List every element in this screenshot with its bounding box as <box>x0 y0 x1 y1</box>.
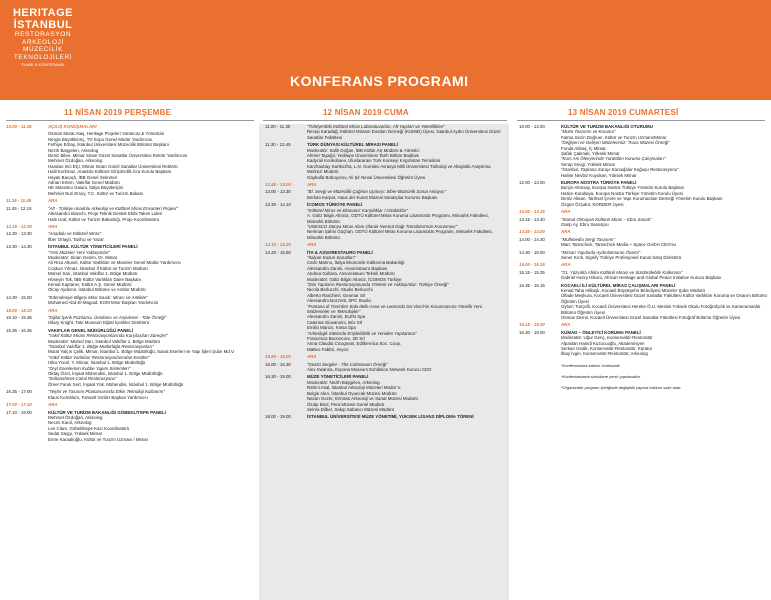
session-line: "Kültürel Miras ve Ekonomi: Karşıtlıklar / Ortaklıklar" <box>307 207 408 213</box>
session-line: Karzhaubay Sartkozha, L.N. Gumilev Avrasya Milli Üniversitesi Türkoloji ve Altayistik Araştırma Merkezi Müdürü <box>307 163 491 175</box>
session-line: Hüseyin Tok, İBB Kültür Varlıkları Daire Başkanı <box>48 276 142 282</box>
session-line: AÇILIŞ KONUŞMALARI <box>48 124 97 129</box>
session-time: 15.35 - 16.15 <box>519 282 545 288</box>
session-line: Marc Tamschick, Tamschick Media + Space GmbH CEO'su <box>561 242 676 248</box>
session-time: 15.35 - 16.35 <box>6 327 32 333</box>
session-line: Selma Dilber, Sakıp Sabancı Müzesi Müdürü <box>307 406 395 412</box>
session-line: Özalp Birol, Pera Müzesi Genel Müdürü <box>307 401 385 407</box>
session-details <box>307 374 509 412</box>
session-line: İlber Ortaylı, Tarihçi ve Yazar <box>48 236 104 242</box>
session-details <box>48 315 256 326</box>
session-line: "Dijital İçerik Pazılama, Ürediamı ve Arşivleme - Tate Örneği" <box>48 315 167 320</box>
schedule-row <box>259 414 509 419</box>
session-line: ARA <box>307 182 317 188</box>
session-details <box>307 362 509 373</box>
schedule-row <box>0 328 256 387</box>
session-line: Nicola Berlucchi, Studio Berlucchi <box>307 287 373 293</box>
session-line: KÜLTÜR VE TURİZM BAKANLIĞI OTURUMU <box>561 124 653 129</box>
session-line: "Vakıf Kültür Mirası Restorasyonlarında Karşılaşılan Süreçler" <box>48 333 168 339</box>
session-line: "Dini Yapıların Restorasyonunda Yöntem ve Yaklaşımlar: Türkiye Örneği" <box>307 281 449 287</box>
session-line: Alessandro Zanini, Assorestauro Başkanı <box>307 265 388 271</box>
session-details <box>307 250 509 353</box>
session-line: ARA <box>48 223 58 229</box>
session-line: Osman Murat Ataş, Heritage Projeleri Yaratıcısı & Yöneticisi <box>48 131 165 137</box>
session-line: ARA <box>48 307 58 313</box>
schedule-row <box>513 180 771 207</box>
session-line: Anna Claudia Cicognani, Edilbernica Soc. Coop. <box>307 341 402 347</box>
session-line: Mehmet Nuri Ersoy, T.C. Kültür ve Turizm Bakanı <box>48 190 144 196</box>
session-details <box>307 242 509 247</box>
schedule-row <box>259 142 509 180</box>
session-line: Recep Karadağ, Kültürel Mirasın Dostları Derneği (KUMID) Üyesi, İstanbul Aydın Üniversitesi Güzel Sanatlar Fakültesi <box>307 129 501 140</box>
session-line: KOCAELİ İLİ KÜLTÜREL MİRAS ÇALIŞMALARI PANELİ <box>561 282 676 288</box>
schedule-row <box>259 250 509 353</box>
session-line: Francesca Buonocore, 3D Srl <box>307 336 365 342</box>
schedule-row <box>259 242 509 247</box>
schedule-row <box>259 202 509 240</box>
schedule-row <box>259 182 509 187</box>
session-line: Adnan Ertem, Vakıflar Genel Müdürü <box>48 180 120 186</box>
session-line: Hilary Knight, Tate Museum Dijital İçerikler Direktörü <box>48 320 150 326</box>
session-time: 18.00 - 19.00 <box>265 414 291 420</box>
session-line: "Müze Tasarımı ve Koruma" <box>561 129 616 135</box>
session-line: Alessandro Zanini, ELEN Spa <box>307 314 366 320</box>
session-details <box>48 295 256 306</box>
session-line: "Arkeolojik Sitelerde Erişilebilirlik ve Yeniden Yapılanma" <box>307 330 417 336</box>
session-line: MÜZE YÖNETİCİLERİ PANELİ <box>307 374 369 380</box>
session-time: 16.00 - 16.30 <box>265 361 291 367</box>
session-line: Ahmet Taşağıl, Yeditepe Üniversitesi Tarih Bölüm Başkanı <box>307 153 420 159</box>
session-details <box>561 322 771 327</box>
session-time: 12.00 - 13.00 <box>519 180 545 186</box>
session-line: Serkan Gedik, Konservatör-Restoratör, Kürator <box>561 346 653 352</box>
session-line: Alessandro Bozzetti, SPC Studio <box>307 298 371 304</box>
schedule-row <box>259 124 509 140</box>
session-time: 12.30 - 13.30 <box>6 231 32 237</box>
session-line: Ömer Faruk Sert, İnşaat Yük. Mühendisi, İstanbul 1. Bölge Müdürlüğü <box>48 381 184 387</box>
session-line: Sener Kırık, Signify Türkiye Profesyonel Kanal Satış Direktörü <box>561 254 682 260</box>
session-time: 13.30 - 14.30 <box>6 244 32 250</box>
session-line: Sedat Saygı, Yüksek Mimar <box>48 431 103 437</box>
session-details <box>561 209 771 214</box>
divider-2 <box>263 120 507 121</box>
session-line: Neriman Şahin Güçhan, ODTÜ Kültürel Miras Koruma Lisansüstü Programı, Mimarlık Fakültesi, Mimarlık Bölümü <box>307 229 493 240</box>
session-details <box>307 202 509 240</box>
session-line: ARA <box>48 198 58 204</box>
session-time: 17.00 - 17.10 <box>6 402 32 408</box>
session-line: "İtalyan Kuzun Sanatları" <box>307 254 356 260</box>
session-line: Hayati Bacaçlı, İBB Genel Sekreteri <box>48 174 118 180</box>
session-time: 16.30 - 18.00 <box>519 329 545 335</box>
session-details <box>307 182 509 187</box>
session-line: "Teşhir ve Tasarım Planlamasında Etkin Teknoloji Kullanımı" <box>48 389 165 395</box>
logo-line-5: MÜZECİLİK <box>22 46 64 53</box>
session-line: Matteo Fabbri, Ireyco <box>307 346 349 352</box>
schedule-row <box>0 124 256 129</box>
session-line: Olcay Aydemir, İstanbul Bölüme ve Anıtlar Müdürü <box>48 287 146 293</box>
session-details <box>48 198 256 203</box>
session-line: Handan İnci Elçi, Mimar Sinan Güzel Sanatlar Üniversitesi Rektörü <box>48 163 178 169</box>
session-details <box>561 217 771 228</box>
session-line: Mürsel Sarı, İstanbul Vakıflar 1. Bölge Müdürü <box>48 271 138 277</box>
session-time: 14.00 - 14.30 <box>519 236 545 242</box>
session-time: 15.00 - 15.15 <box>519 262 545 268</box>
session-line: "Mimari Yapılarda Aydınlatmanın Önemi" <box>561 249 641 255</box>
session-line: Oylum Tunçelli, Kocaeli Üniversitesi Hereke Ö.U. Meslek Yüksek Okulu Fotoğrafçılık ve Kameramanlık Bölümü Öğretim Üyesi <box>561 304 761 315</box>
session-time: 16.30 - 18.00 <box>265 374 291 380</box>
footnote: *Konferanslarda simultane çeviri yapılacaktır. <box>561 373 641 379</box>
session-details <box>48 410 256 442</box>
session-details <box>561 330 771 357</box>
session-details <box>307 189 509 200</box>
header-banner <box>0 0 771 100</box>
session-time: 13.40 - 14.00 <box>519 229 545 235</box>
session-line: "İstanbul Vakıflar 1. Bölge Müdürlüğü Restorasyonları" <box>48 344 154 350</box>
session-line: Emilio Manzo, Kimia Spa <box>307 325 356 331</box>
session-line: Haline Nevbiz Koyukan, Yüksek Mimar <box>561 172 637 178</box>
session-details <box>561 180 771 207</box>
session-time: 10.00 - 11.35 <box>6 124 32 129</box>
session-details <box>561 237 771 248</box>
schedule-row <box>0 315 256 326</box>
session-line: "Somut Olmayan Kültürel Miras – Ebru Sanatı" <box>561 216 652 222</box>
session-line: Moderatör: Uğur Genç, Konservatör-Restoratör <box>561 335 653 341</box>
session-line: Necmi Karul, Arkeolog <box>48 420 92 426</box>
session-line: "Türkiye'deki Kültürel Miras Laboratuvarları, Alt Yapıları ve Yeterlilikleri" <box>307 124 445 129</box>
divider-1 <box>6 120 254 121</box>
session-time: 11.35 - 11.45 <box>6 198 32 204</box>
session-line: Hale Ural, Kültür ve Turizm Bakanlığı, Proje Koordinatörü <box>48 216 160 222</box>
schedule-row <box>0 198 256 203</box>
session-details <box>48 244 256 293</box>
session-line: Alex Swanna, Expona Museum Exhibition Network Kurucu CEO <box>307 367 432 373</box>
session-line: Carlo Marino, İtalya Ekonomik Kalkınma Bakanlığı <box>307 260 405 266</box>
session-details <box>561 262 771 267</box>
session-line: ARA <box>307 354 317 360</box>
session-details <box>48 308 256 313</box>
session-line: "Edendeniye Bilgeşi Misır Saadı: Mirası ve Antikite" <box>48 294 148 300</box>
schedule-row <box>513 283 771 321</box>
session-details <box>561 270 771 281</box>
session-line: "Sultanahmet Camii Restorasyonu" <box>48 376 117 382</box>
session-details <box>48 224 256 229</box>
session-line: "Bİ. Sevgi ve Müzecilik Çağının Uyanışı: Siber-Biotronik Sanat Anlayışı" <box>307 189 447 195</box>
logo-line-4: ARKEOLOJİ <box>22 38 64 46</box>
session-line: Mohamed Abd El-Maguid, KOM Mısır Başkan Yardımcısı <box>48 300 159 306</box>
session-details <box>48 402 256 407</box>
session-line: İTA & ASSORESTAURO PANELİ <box>307 249 373 255</box>
session-line: Mehmet Özdoğan, Arkeolog <box>48 158 103 164</box>
session-time: 12.45 - 13.00 <box>265 182 291 188</box>
schedule-row <box>0 131 256 196</box>
session-line: Oktay Özel, İnşaat Mühendisi, İstanbul 1. Bölge Müdürlüğü <box>48 371 163 377</box>
session-time: 14.20 - 15.50 <box>265 249 291 255</box>
session-line: "21. Yüzyılda Afrika Kültürel Mirası ve Sürdürülebilir Kalkınma" <box>561 269 683 275</box>
schedule-row <box>0 308 256 313</box>
session-time: 11.30 - 12.45 <box>265 142 291 148</box>
session-line: TÜRK DÜNYASI KÜLTÜREL MİRASI PANELİ <box>307 142 398 148</box>
session-line: Moderatör: Sinan Genim, Dr. Mimar <box>48 254 118 260</box>
session-time: 14.30 - 15.00 <box>519 249 545 255</box>
session-line: "Anadolu ve Kültürel Miras" <box>48 231 102 237</box>
session-details <box>307 124 509 140</box>
session-time: 13.00 - 13.30 <box>265 189 291 195</box>
session-line: İlkay İvgin, Konservatör-Restoratör, Arkeolog <box>561 351 648 357</box>
session-line: "Zeyl Esenlerinin Kubbe Yapım Sistemleri" <box>48 365 131 371</box>
schedule-row <box>0 402 256 407</box>
session-details <box>561 250 771 261</box>
session-line: KÜMAD – ÖNLEYİCİ KORUMA PANELİ <box>561 329 641 335</box>
session-line: "Vakıf Kültür Varlıkları Restorasyonlarından Kesitler" <box>48 354 150 360</box>
session-line: Rahmi Asal, İstanbul Arkeoloji Müzeleri Müdür V. <box>307 385 402 391</box>
schedule-row <box>0 389 256 400</box>
schedule-row <box>0 410 256 442</box>
schedule-row <box>513 330 771 357</box>
schedule-day-1 <box>0 124 256 600</box>
schedule-row <box>259 189 509 200</box>
session-line: "Değişen ve Gelişen Müzelerimiz: Truva Müzesi Örneği" <box>561 140 670 146</box>
schedule-row <box>513 322 771 327</box>
day-header-3: 13 NİSAN 2019 CUMARTESİ <box>568 108 679 117</box>
session-line: Deniz Akkan, Tarihsel Çevre ve Yapı Korumacıları Derneği Yönetim Kurulu Başkanı <box>561 196 723 202</box>
session-time: 15.15 - 15.35 <box>519 269 545 275</box>
session-line: Fatma Sezin Doğruer, Kültür ve Turizm Uzmanı/Mimar <box>561 134 667 140</box>
schedule-row <box>513 237 771 248</box>
session-line: Şafak Çakmak, Yüksek Mimar <box>561 151 620 157</box>
session-line: Ülfade Meşkura, Kocaeli Üniversitesi Güzel Sanatlar Fakültesi Kültür Varlıkları Koruma ve Onarım Bölümü Öğretim Üyesi <box>561 293 767 304</box>
schedule-row <box>0 231 256 242</box>
session-details <box>48 206 256 222</box>
session-line: Serap Sevgi, Yüksek Mimar <box>561 161 616 167</box>
session-line: Kadyrali Konkobaev, Uluslararası Türk Konseyi Kırgızistan Temsilcisi <box>307 158 441 164</box>
page-title: KONFERANS PROGRAMI <box>290 73 469 89</box>
logo-line-3: RESTORASYON <box>14 31 72 38</box>
session-line: HE Massimo Gaiani, İtalya Büyükelçisi <box>48 185 123 191</box>
session-details <box>307 414 509 419</box>
session-details <box>561 124 771 178</box>
session-line: Moderatör: Güliz Bilgin Altınöz, İCOMOS Türkiye <box>307 276 402 282</box>
schedule-row <box>0 244 256 293</box>
logo-line-7: FUARI & KONFERANSI <box>21 62 65 67</box>
schedule-row <box>513 209 771 214</box>
session-line: ARA <box>48 402 58 408</box>
heritage-istanbul-logo <box>6 8 80 67</box>
schedule-day-3 <box>513 124 771 600</box>
schedule-row <box>513 270 771 281</box>
session-line: Osman Demir, Kocaeli Üniversitesi Güzel Sanatlar Fakültesi Fotoğraf Bölümü Öğretim Üyesi <box>561 315 741 320</box>
session-line: Kemal Kaptaner, Kültür A.Ş. Genel Müdürü <box>48 281 132 287</box>
session-details <box>307 142 509 180</box>
session-line: Andrea Goltara, Assorestauro Teknik Müdürü <box>307 271 395 277</box>
schedule-row <box>513 262 771 267</box>
session-line: KÜLTÜR VE TURİZM BAKANLIĞI GÖBEKLİTEPE PANELİ <box>48 409 166 415</box>
day-header-1: 11 NİSAN 2019 PERŞEMBE <box>64 108 172 117</box>
session-time: 11.00 - 11.30 <box>265 124 291 129</box>
session-line: Nazan Gezer, Erimtan Arkeoloji ve Sanat Müzesi Müdürü <box>307 396 418 402</box>
session-time: 17.10 - 19.00 <box>6 409 32 415</box>
session-time: 14.10 - 14.20 <box>265 242 291 248</box>
session-time: 12.15 - 12.30 <box>6 223 32 229</box>
session-line: Gabriel Henry Hikoro, African Heritage and Global Peace Initiative Kurucu Başkanı <box>561 275 722 281</box>
session-line: ARA <box>561 262 571 268</box>
session-line: "İstanbul, Taşkasa Sarayı Kanadjalar Koğuşu Restorasyonu" <box>561 167 679 173</box>
session-details <box>561 283 771 321</box>
session-time: 14.30 - 15.00 <box>6 294 32 300</box>
session-line: Özgün Özçakır, KORDER Üyesi <box>561 201 624 207</box>
session-line: Coşkun Yılmaz, İstanbul İl Kültür ve Turizm Müdürü <box>48 265 148 271</box>
session-line: Alberto Raschieri, Geomar Srl <box>307 292 366 298</box>
session-line: Garip Ay, Ebru Sanatçısı <box>561 221 609 227</box>
session-line: Utku Yücel, Y. Mimar, İstanbul 1. Bölge Müdürlüğü <box>48 360 146 366</box>
session-line: ARA <box>561 322 571 328</box>
session-line: Burçin Altınsay, Europa Nostra Türkiye Yönetim Kurulu Başkanı <box>561 185 685 191</box>
session-line: Ali Rıza Altunel, Kültür Varlıkları ve Müzeler Genel Müdür Yardımcısı <box>48 260 181 266</box>
session-line: "Gezici Sergiler - The Colosseum Örneği" <box>307 361 388 367</box>
session-line: İSTANBUL KÜLTÜR YÖNETİCİLERİ PANELİ <box>48 244 138 250</box>
schedule-row <box>513 229 771 234</box>
session-line: Moderatör: Mürsel Sarı, İstanbul Vakıflar 1. Bölge Müdürü <box>48 338 160 344</box>
divider-3 <box>517 120 765 121</box>
session-line: Moderatör: Nezih Başgelen, Arkeolog <box>307 379 380 385</box>
session-line: Berkan Karpat, Haus der Kunst Müzesi Sanatçılar Kurumu Başkanı <box>307 194 438 200</box>
session-line: İSTANBUL ÜNİVERSİTESİ MÜZE YÖNETİMİ, YÜKSEK LİSANS DİPLOMA TÖRENİ <box>307 414 474 420</box>
session-details <box>48 231 256 242</box>
schedule-row <box>0 295 256 306</box>
session-line: "Alt - Türkiye Anadolu Arkeoloji ve Kültürel Miras Envanteri Projesi" <box>48 205 178 211</box>
footnote: *Konferanslara katılım ücretsizdir. <box>561 362 621 368</box>
session-time: 13.15 - 13.40 <box>519 216 545 222</box>
session-line: Emre Karaalioğlu, Kültür ve Turizm Uzmanı / Mimar <box>48 436 149 442</box>
session-time: 11.45 - 12.15 <box>6 205 32 211</box>
session-time: 13.00 - 13.15 <box>519 209 545 215</box>
session-line: Hatice Karakaya, Europa Nostra Türkiye Yönetim Kurulu Üyesi <box>561 190 683 196</box>
session-line: Gaybulla Boboyorov, Ali Şir Nevai Üniversitesi Öğretim Üyesi <box>307 174 426 180</box>
session-details <box>48 124 256 129</box>
session-time: 16.15 - 16.30 <box>519 322 545 328</box>
session-details <box>48 131 256 196</box>
session-time: 13.30 - 14.10 <box>265 202 291 208</box>
session-line: Alpaslan Hamdi Kuzucuoğlu, Akademisyen <box>561 340 645 346</box>
session-line: Mehmet Özdoğan, Arkeolog <box>48 414 103 420</box>
session-time: 15.50 - 16.00 <box>265 354 291 360</box>
schedule-row <box>0 206 256 222</box>
session-line: ARA <box>561 229 571 235</box>
session-line: Fethiye Erbay, İstanbul Üniversitesi Müzecilik Bölümü Başkanı <box>48 142 169 148</box>
session-details <box>561 229 771 234</box>
session-line: Fonda Akbaş, İç Mimar <box>561 145 606 151</box>
session-time: 15.00 - 15.10 <box>6 307 32 313</box>
logo-line-1: HERITAGE <box>12 7 74 19</box>
session-line: Nezih Başgelen, Arkeolog <box>48 147 99 153</box>
session-line: Murat Yalçın Çelik, Mimar, İstanbul 1. Bölge Müdürlüğü, Sanat Eserleri ve Yapı İşleri Şube Md.V. <box>48 349 235 355</box>
schedule-row <box>259 362 509 373</box>
session-line: Klaus Kornblum, Tonwelt GmbH Başkan Yardımcısı <box>48 394 148 400</box>
logo-line-2: İSTANBUL <box>13 19 73 31</box>
session-details <box>48 328 256 387</box>
schedule-row <box>513 217 771 228</box>
session-time: 10.00 - 12.00 <box>519 124 545 129</box>
session-line: "UNESCO Dünya Miras Alanı Olarak Nemrut Dağı Tümülüsü'nün Korunması" <box>307 223 458 229</box>
session-line: Deniz Bilen, Mimar Sinan Güzel Sanatlar Üniversitesi Rektör Yardımcısı <box>48 153 188 159</box>
session-line: Belgin Akın, İstanbul Oyuncak Müzesi Müdürü <box>307 390 397 396</box>
session-line: "Yeni Müzeler Yeni Yaklaşımlar" <box>48 249 110 255</box>
session-line: Caterina Giovannini, Brix Srl <box>307 319 363 325</box>
session-line: Kemal Taha Hilitaşlı, Kocaeli Büyükşehir Belediyesi Müzeler Şube Müdürü <box>561 287 705 293</box>
session-line: "Multimedia Sergi Tasarımı" <box>561 236 615 242</box>
schedule-row <box>513 124 771 178</box>
session-details <box>307 354 509 359</box>
session-line: ARA <box>307 242 317 248</box>
session-time: 15.10 - 15.35 <box>6 315 32 320</box>
day-header-2: 12 NİSAN 2019 CUMA <box>323 108 409 117</box>
session-line: Halil Korkmaz, Anadolu Kültürel Girişimcilik İcra Kurulu Başkanı <box>48 169 172 175</box>
session-line: "Kurs Ani Ölenyerinde Yürütülen Koruma Çalışmaları" <box>561 156 666 162</box>
session-time <box>0 131 48 196</box>
session-line: A. Güliz Bilgin Altınöz, ODTÜ Kültürel Miras Koruma Lisansüstü Programı, Mimarlık Fakültesi, Mimarlık Bölümü <box>307 213 489 224</box>
schedule-day-2 <box>259 124 509 600</box>
session-details <box>48 389 256 400</box>
session-line: Alessandro Bianchi, Proje Teknik Destek Ekibi Takım Lideri <box>48 211 163 217</box>
session-line: VAKIFLAR GENEL MÜDÜRLÜĞÜ PANELİ <box>48 327 134 333</box>
session-line: ARA <box>561 209 571 215</box>
session-line: Lee Clare, Göbeklitepe Kazı Koordinatörü <box>48 425 130 431</box>
session-line: Moderatör: Salih Doğan, İBB Kültür AŞ Müdürü & Yönetici <box>307 147 420 153</box>
session-line: "Fontana di Trevi'den Sala delle Asse ve Leonardo Da Vinci'nin Korunmasına Yönelik Yeni Malzemeler ve Teknolojiler" <box>307 303 482 314</box>
session-time: 16.35 - 17.00 <box>6 389 32 395</box>
footnote: *Organizatör program içeriğinde değişiklik yapma hakkını saklı tutar. <box>561 384 682 390</box>
schedule-row <box>259 354 509 359</box>
session-line: İCOMOS TÜRKİYE PANELİ <box>307 202 363 208</box>
schedule-row <box>513 250 771 261</box>
logo-line-6: TEKNOLOJİLERİ <box>13 53 73 61</box>
schedule-row <box>259 374 509 412</box>
session-line: EUROPA NOSTRA TÜRKİYE PANELİ <box>561 180 637 186</box>
session-line: Nergis Büyükkılınç, TG Expo Genel Müdür Yardımcısı <box>48 136 153 142</box>
schedule-row <box>0 224 256 229</box>
